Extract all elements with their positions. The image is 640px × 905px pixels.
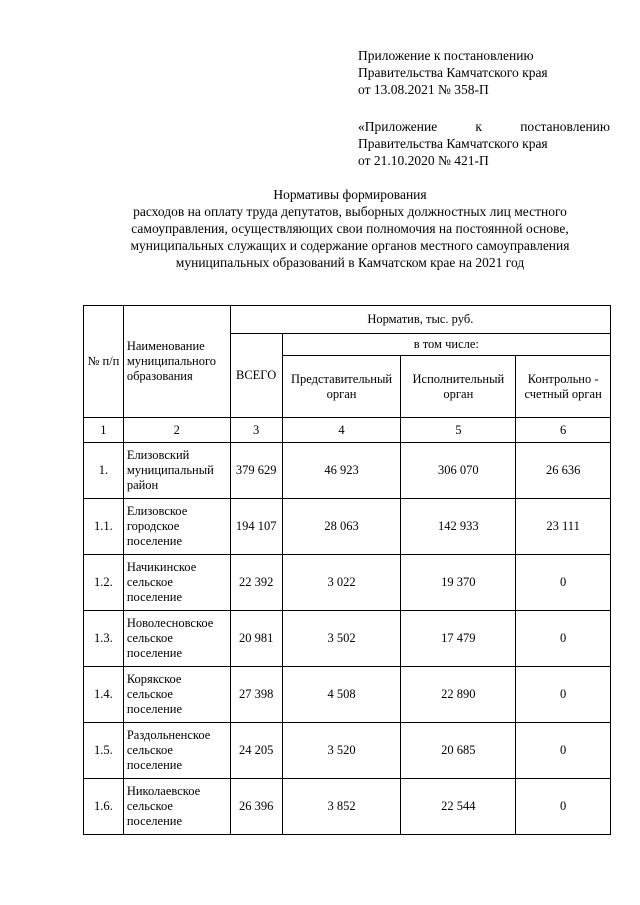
row-num: 1.1. [84, 499, 124, 555]
table-row [84, 499, 611, 555]
row-representative: 4 508 [282, 667, 401, 723]
row-name: Начикинское сельское поселение [123, 555, 230, 611]
row-num: 1.2. [84, 555, 124, 611]
row-control: 23 111 [516, 499, 611, 555]
row-executive: 20 685 [401, 723, 516, 779]
row-num: 1.3. [84, 611, 124, 667]
column-number: 1 [84, 418, 124, 443]
row-total: 27 398 [230, 667, 282, 723]
table-row [84, 667, 611, 723]
appendix-prev-line-3: от 21.10.2020 № 421-П [358, 153, 489, 168]
row-total: 20 981 [230, 611, 282, 667]
row-representative: 3 852 [282, 779, 401, 835]
row-name: Николаевское сельское поселение [123, 779, 230, 835]
appendix-previous-decree [358, 118, 610, 169]
row-control: 0 [516, 779, 611, 835]
appendix-current-decree [358, 47, 610, 98]
row-representative: 46 923 [282, 443, 401, 499]
row-num: 1.5. [84, 723, 124, 779]
normatives-table [83, 305, 611, 835]
table-row [84, 555, 611, 611]
row-name: Новолесновское сельское поселение [123, 611, 230, 667]
appendix-prev-word-3: постановлению [520, 119, 610, 134]
header-control: Контрольно - счетный орган [516, 356, 611, 418]
header-total: ВСЕГО [230, 334, 282, 418]
appendix-line-2: Правительства Камчатского края [358, 65, 548, 80]
row-executive: 142 933 [401, 499, 516, 555]
appendix-line-1: Приложение к постановлению [358, 48, 534, 63]
title-line-2: расходов на оплату труда депутатов, выборных должностных лиц местного [133, 204, 567, 219]
header-name: Наименование муниципального образования [123, 306, 230, 418]
table-row [84, 611, 611, 667]
row-control: 0 [516, 611, 611, 667]
header-including: в том числе: [282, 334, 610, 356]
row-representative: 3 502 [282, 611, 401, 667]
row-name: Корякское сельское поселение [123, 667, 230, 723]
row-control: 0 [516, 723, 611, 779]
appendix-prev-line-2: Правительства Камчатского края [358, 136, 548, 151]
row-num: 1.6. [84, 779, 124, 835]
row-executive: 22 890 [401, 667, 516, 723]
table-row [84, 723, 611, 779]
row-executive: 306 070 [401, 443, 516, 499]
row-name: Елизовский муниципальный район [123, 443, 230, 499]
row-total: 379 629 [230, 443, 282, 499]
row-control: 0 [516, 555, 611, 611]
column-number: 5 [401, 418, 516, 443]
column-number: 3 [230, 418, 282, 443]
column-number: 2 [123, 418, 230, 443]
appendix-prev-line-1 [358, 118, 610, 135]
header-row-1 [84, 306, 611, 334]
title-line-3: самоуправления, осуществляющих свои полномочия на постоянной основе, [131, 221, 569, 236]
row-num: 1. [84, 443, 124, 499]
column-number: 6 [516, 418, 611, 443]
document-title [80, 186, 620, 271]
title-line-5: муниципальных образований в Камчатском крае на 2021 год [175, 255, 525, 270]
row-total: 26 396 [230, 779, 282, 835]
header-representative: Представительный орган [282, 356, 401, 418]
row-representative: 28 063 [282, 499, 401, 555]
row-total: 22 392 [230, 555, 282, 611]
row-executive: 17 479 [401, 611, 516, 667]
header-num: № п/п [84, 306, 124, 418]
row-num: 1.4. [84, 667, 124, 723]
row-executive: 22 544 [401, 779, 516, 835]
row-executive: 19 370 [401, 555, 516, 611]
table-row [84, 443, 611, 499]
row-total: 194 107 [230, 499, 282, 555]
appendix-line-3: от 13.08.2021 № 358-П [358, 82, 489, 97]
row-control: 26 636 [516, 443, 611, 499]
row-control: 0 [516, 667, 611, 723]
header-executive: Исполнительный орган [401, 356, 516, 418]
column-number: 4 [282, 418, 401, 443]
header-normative: Норматив, тыс. руб. [230, 306, 610, 334]
appendix-prev-word-1: «Приложение [358, 119, 438, 134]
column-numbers-row [84, 418, 611, 443]
row-total: 24 205 [230, 723, 282, 779]
row-name: Раздольненское сельское поселение [123, 723, 230, 779]
row-representative: 3 520 [282, 723, 401, 779]
row-representative: 3 022 [282, 555, 401, 611]
row-name: Елизовское городское поселение [123, 499, 230, 555]
title-line-4: муниципальных служащих и содержание органов местного самоуправления [130, 238, 570, 253]
appendix-prev-word-2: к [475, 119, 482, 134]
table-row [84, 779, 611, 835]
title-line-1: Нормативы формирования [273, 187, 427, 202]
